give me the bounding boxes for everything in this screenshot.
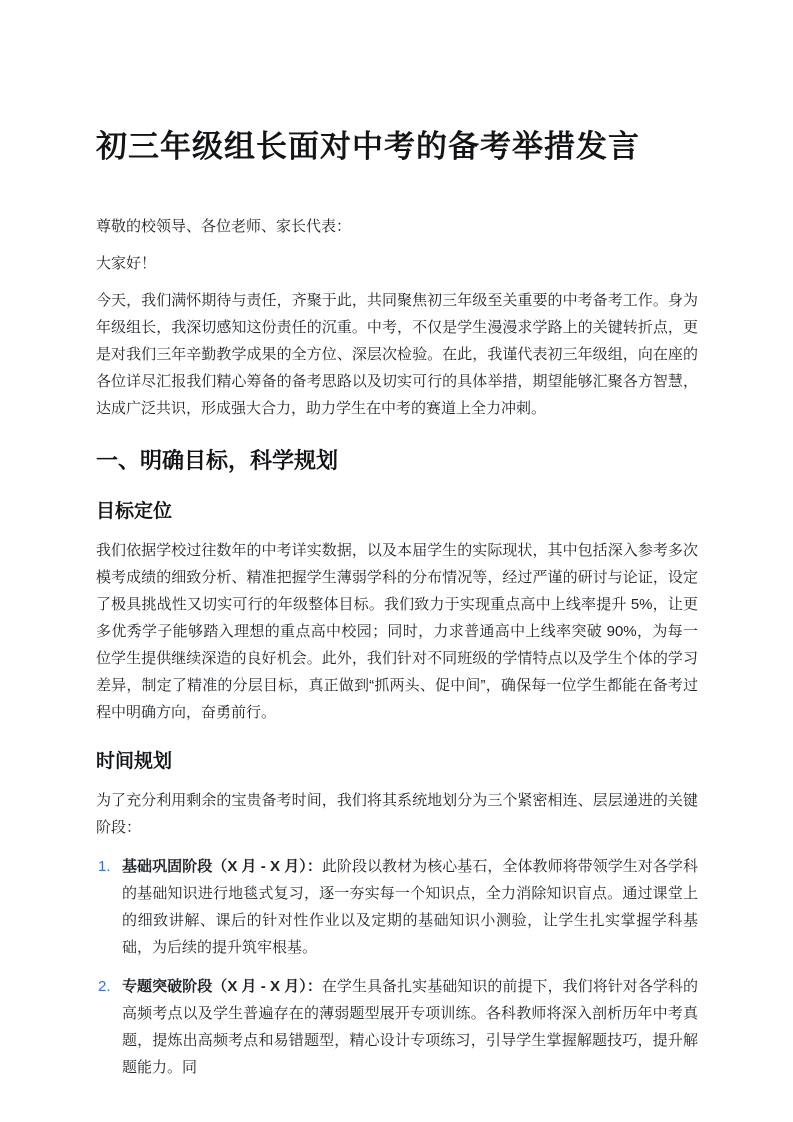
subsection-heading-time: 时间规划 bbox=[96, 751, 173, 772]
list-number-1: 1. bbox=[98, 858, 111, 875]
phase-1-title: 基础巩固阶段（X 月 - X 月）： bbox=[122, 858, 322, 875]
phase-list-item-2 bbox=[96, 973, 698, 1081]
phase-2-title: 专题突破阶段（X 月 - X 月）： bbox=[122, 978, 322, 995]
phase-2-text: 在学生具备扎实基础知识的前提下，我们将针对各学科的高频考点以及学生普遍存在的薄弱题型展开专项训练。各科教师将深入剖析历年中考真题，提炼出高频考点和易错题型，精心设计专项练习，引导学生掌握解题技巧，提升解题能力。同 bbox=[122, 978, 698, 1076]
phase-list bbox=[96, 853, 698, 1081]
phase-list-item-1 bbox=[96, 853, 698, 961]
document-title: 初三年级组长面对中考的备考举措发言 bbox=[96, 129, 640, 164]
time-intro-paragraph: 为了充分利用剩余的宝贵备考时间，我们将其系统地划分为三个紧密相连、层层递进的关键阶段： bbox=[96, 792, 698, 836]
greeting-line: 大家好！ bbox=[96, 255, 157, 272]
goal-paragraph: 我们依据学校过往数年的中考详实数据，以及本届学生的实际现状，其中包括深入参考多次模考成绩的细致分析、精准把握学生薄弱学科的分布情况等，经过严谨的研讨与论证，设定了极具挑战性又切实可行的年级整体目标。我们致力于实现重点高中上线率提升 5%，让更多优秀学子能够踏入理想的重点高中校园；同时，力求普通高中上线率突破 90%，为每一位学生提供继续深造的良好机会。此外，我们针对不同班级的学情特点以及学生个体的学习差异，制定了精准的分层目标，真正做到“抓两头、促中间”，确保每一位学生都能在备考过程中明确方向，奋勇前行。 bbox=[96, 542, 698, 721]
list-number-2: 2. bbox=[98, 978, 111, 995]
section-heading-1: 一、明确目标，科学规划 bbox=[96, 448, 339, 473]
subsection-heading-goal: 目标定位 bbox=[96, 501, 173, 522]
salutation-line: 尊敬的校领导、各位老师、家长代表： bbox=[96, 218, 352, 235]
phase-1-text: 此阶段以教材为核心基石，全体教师将带领学生对各学科的基础知识进行地毯式复习，逐一夯实每一个知识点，全力消除知识盲点。通过课堂上的细致讲解、课后的针对性作业以及定期的基础知识小测验，让学生扎实掌握学科基础，为后续的提升筑牢根基。 bbox=[122, 858, 698, 956]
intro-paragraph: 今天，我们满怀期待与责任，齐聚于此，共同聚焦初三年级至关重要的中考备考工作。身为年级组长，我深切感知这份责任的沉重。中考，不仅是学生漫漫求学路上的关键转折点，更是对我们三年辛勤教学成果的全方位、深层次检验。在此，我谨代表初三年级组，向在座的各位详尽汇报我们精心筹备的备考思路以及切实可行的具体举措，期望能够汇聚各方智慧，达成广泛共识，形成强大合力，助力学生在中考的赛道上全力冲刺。 bbox=[96, 292, 698, 417]
